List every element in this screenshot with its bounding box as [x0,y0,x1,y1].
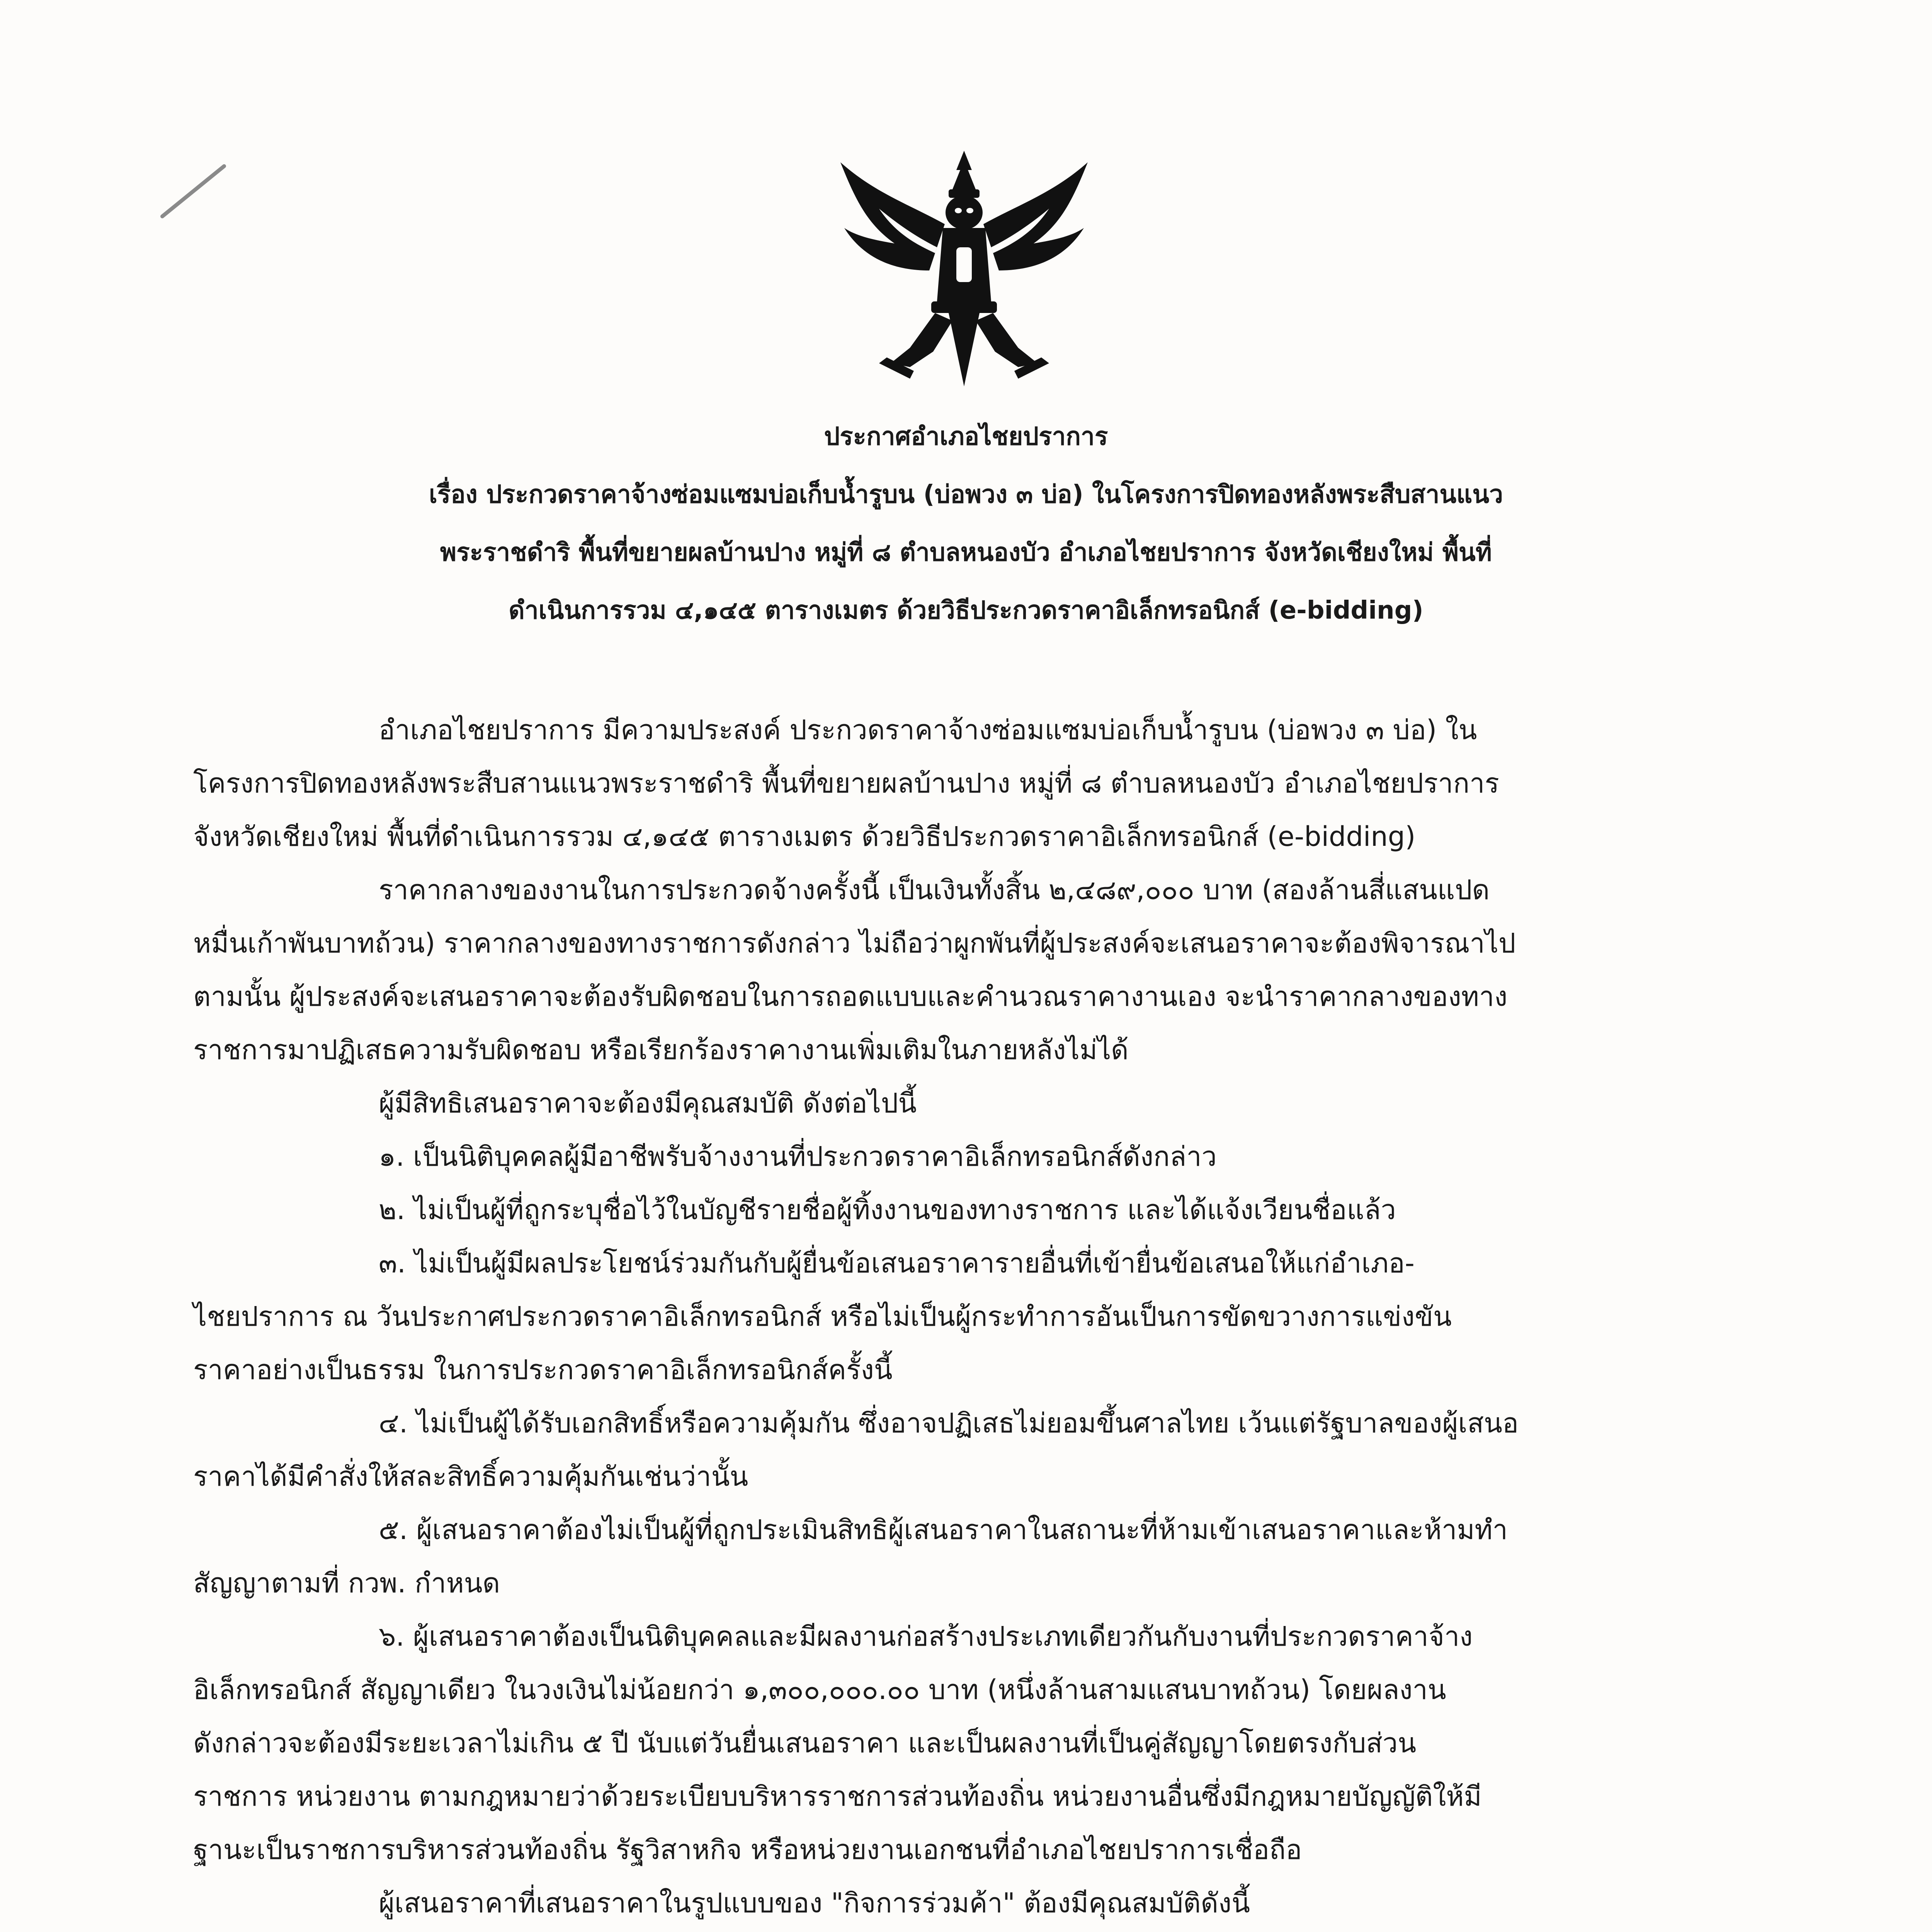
body-line: ตามนั้น ผู้ประสงค์จะเสนอราคาจะต้องรับผิดชอบในการถอดแบบและคำนวณราคางานเอง จะนำราคากลางของทาง [193,981,1508,1012]
body-line: ฐานะเป็นราชการบริหารส่วนท้องถิ่น รัฐวิสาหกิจ หรือหน่วยงานเอกชนที่อำเภอไชยปราการเชื่อถือ [193,1834,1302,1866]
body-line: ราคากลางของงานในการประกวดจ้างครั้งนี้ เป็นเงินทั้งสิ้น ๒,๔๘๙,๐๐๐ บาท (สองล้านสี่แสนแปด [379,874,1490,906]
announcement-heading [193,408,1739,639]
body-line: หมื่นเก้าพันบาทถ้วน) ราคากลางของทางราชการดังกล่าว ไม่ถือว่าผูกพันที่ผู้ประสงค์จะเสนอราคาจะต้องพิจารณาไป [193,927,1516,959]
joint-venture-intro: ผู้เสนอราคาที่เสนอราคาในรูปแบบของ "กิจการร่วมค้า" ต้องมีคุณสมบัติดังนี้ [379,1887,1250,1919]
heading-subject-line-2: พระราชดำริ พื้นที่ขยายผลบ้านปาง หมู่ที่ ๘ ตำบลหนองบัว อำเภอไชยปราการ จังหวัดเชียงใหม่ พื้นที่ [440,538,1492,567]
body-line: โครงการปิดทองหลังพระสืบสานแนวพระราชดำริ พื้นที่ขยายผลบ้านปาง หมู่ที่ ๘ ตำบลหนองบัว อำเภอไชยปราการ [193,767,1500,799]
body-line: อิเล็กทรอนิกส์ สัญญาเดียว ในวงเงินไม่น้อยกว่า ๑,๓๐๐,๐๐๐.๐๐ บาท (หนึ่งล้านสามแสนบาทถ้วน) โดยผลงาน [193,1674,1446,1706]
qualification-item-3: ๓. ไม่เป็นผู้มีผลประโยชน์ร่วมกันกับผู้ยื่นข้อเสนอราคารายอื่นที่เข้ายื่นข้อเสนอให้แก่อำเภอ- [379,1247,1415,1279]
body-line: ราชการ หน่วยงาน ตามกฎหมายว่าด้วยระเบียบบริหารราชการส่วนท้องถิ่น หน่วยงานอื่นซึ่งมีกฎหมายบัญญัติให้มี [193,1781,1482,1812]
qualification-item-6: ๖. ผู้เสนอราคาต้องเป็นนิติบุคคลและมีผลงานก่อสร้างประเภทเดียวกันกับงานที่ประกวดราคาจ้าง [379,1621,1473,1652]
garuda-emblem-icon [833,147,1095,394]
body-line: ราคาได้มีคำสั่งให้สละสิทธิ์ความคุ้มกันเช่นว่านั้น [193,1461,748,1492]
qualification-item-4: ๔. ไม่เป็นผู้ได้รับเอกสิทธิ์หรือความคุ้มกัน ซึ่งอาจปฏิเสธไม่ยอมขึ้นศาลไทย เว้นแต่รัฐบาลของผู้เสนอ [379,1407,1519,1439]
qualification-item-2: ๒. ไม่เป็นผู้ที่ถูกระบุชื่อไว้ในบัญชีรายชื่อผู้ทิ้งงานของทางราชการ และได้แจ้งเวียนชื่อแล้ว [379,1194,1396,1226]
body-line: ราคาอย่างเป็นธรรม ในการประกวดราคาอิเล็กทรอนิกส์ครั้งนี้ [193,1354,893,1386]
qualification-item-1: ๑. เป็นนิติบุคคลผู้มีอาชีพรับจ้างงานที่ประกวดราคาอิเล็กทรอนิกส์ดังกล่าว [379,1141,1217,1172]
heading-subject-line-3: ดำเนินการรวม ๔,๑๔๕ ตารางเมตร ด้วยวิธีประกวดราคาอิเล็กทรอนิกส์ (e-bidding) [509,596,1423,625]
joint-venture-item-1 [193,1930,1739,1932]
body-line: อำเภอไชยปราการ มีความประสงค์ ประกวดราคาจ้างซ่อมแซมบ่อเก็บน้ำรูบน (บ่อพวง ๓ บ่อ) ใน [379,714,1477,746]
announcement-body [193,703,1739,1932]
qualification-item-5: ๕. ผู้เสนอราคาต้องไม่เป็นผู้ที่ถูกประเมินสิทธิผู้เสนอราคาในสถานะที่ห้ามเข้าเสนอราคาและห้ามทำ [379,1514,1508,1546]
body-line: ดังกล่าวจะต้องมีระยะเวลาไม่เกิน ๕ ปี นับแต่วันยื่นเสนอราคา และเป็นผลงานที่เป็นคู่สัญญาโดยตรงกับส่วน [193,1727,1417,1759]
heading-subject-line-1: เรื่อง ประกวดราคาจ้างซ่อมแซมบ่อเก็บน้ำรูบน (บ่อพวง ๓ บ่อ) ในโครงการปิดทองหลังพระสืบสานแนว [429,480,1503,509]
body-line: ราชการมาปฏิเสธความรับผิดชอบ หรือเรียกร้องราคางานเพิ่มเติมในภายหลังไม่ได้ [193,1034,1129,1066]
body-line: สัญญาตามที่ กวพ. กำหนด [193,1567,500,1599]
pen-mark [155,162,232,220]
qualification-intro: ผู้มีสิทธิเสนอราคาจะต้องมีคุณสมบัติ ดังต่อไปนี้ [379,1087,917,1119]
heading-title: ประกาศอำเภอไชยปราการ [824,422,1108,451]
body-line: จังหวัดเชียงใหม่ พื้นที่ดำเนินการรวม ๔,๑๔๕ ตารางเมตร ด้วยวิธีประกวดราคาอิเล็กทรอนิกส์ (e-bidding) [193,821,1416,852]
body-line: ไชยปราการ ณ วันประกาศประกวดราคาอิเล็กทรอนิกส์ หรือไม่เป็นผู้กระทำการอันเป็นการขัดขวางการแข่งขัน [193,1301,1452,1332]
